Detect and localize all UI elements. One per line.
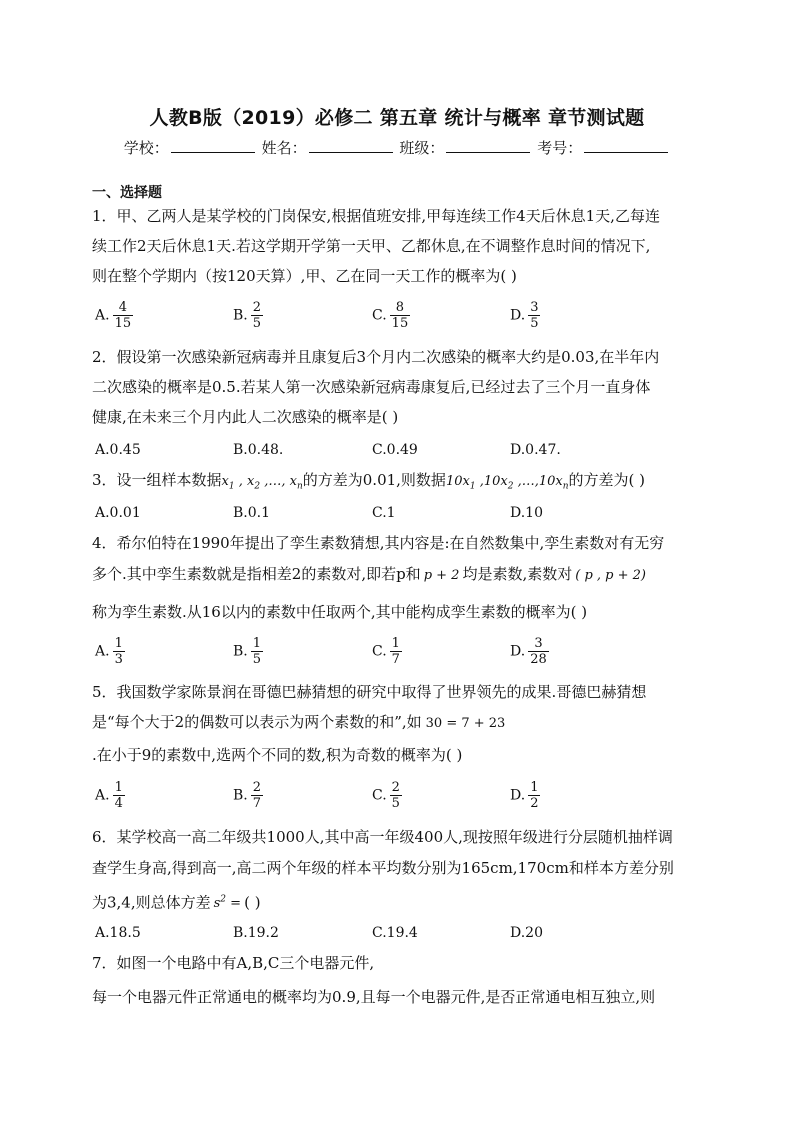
q3-option-a: A.0.01 (95, 505, 141, 521)
q3-option-b: B.0.1 (233, 505, 271, 521)
q6-line-2: 查学生身高,得到高一,高二两个年级的样本平均数分别为165cm,170cm和样本方差分别 (92, 859, 674, 877)
q6-option-a: A.18.5 (95, 925, 141, 941)
q1-line-1: 1．甲、乙两人是某学校的门岗保安,根据值班安排,甲每连续工作4天后休息1天,乙每连 (92, 207, 660, 225)
q2-option-c: C.0.49 (372, 442, 418, 458)
q2-option-d: D.0.47. (510, 442, 561, 458)
q2-line-1: 2．假设第一次感染新冠病毒并且康复后3个月内二次感染的概率大约是0.03,在半年内 (92, 348, 660, 366)
student-info-row (0, 137, 794, 158)
q1-line-3: 则在整个学期内（按120天算）,甲、乙在同一天工作的概率为( ) (92, 267, 517, 285)
q5-option-d: D. $\frac{1}{2}$ (510, 780, 539, 811)
q4-option-a: A. $\frac{1}{3}$ (95, 636, 123, 667)
q5-line-1: 5．我国数学家陈景润在哥德巴赫猜想的研究中取得了世界领先的成果.哥德巴赫猜想 (92, 683, 647, 701)
q7-line-2: 每一个电器元件正常通电的概率均为0.9,且每一个电器元件,是否正常通电相互独立,则 (92, 988, 656, 1006)
q2-line-3: 健康,在未来三个月内此人二次感染的概率是( ) (92, 408, 399, 426)
page-title: 人教B版（2019）必修二 第五章 统计与概率 章节测试题 (149, 107, 645, 129)
q3-option-d: D.10 (510, 505, 543, 521)
q4-line-1: 4．希尔伯特在1990年提出了孪生素数猜想,其内容是:在自然数集中,孪生素数对有无穷 (92, 534, 665, 552)
class-label: 班级： (399, 139, 445, 157)
q4-line-2: 多个.其中孪生素数就是指相差2的素数对,即若p和 p + 2 均是素数,素数对 ( p , p + 2) (92, 565, 646, 583)
q4-option-c: C. $\frac{1}{7}$ (372, 636, 400, 667)
exam-no-label: 考号： (537, 139, 583, 157)
q6-line-3: 为3,4,则总体方差 $s^2$ = ( ) (92, 893, 261, 912)
q3-line: 3．设一组样本数据$x_1$ , $x_2$ ,…, $x_n$的方差为0.01,则数据$10x_1$ $,10x_2$ $,\dots,10x_n$的方差为( ) (92, 471, 646, 492)
q1-option-c: C. $\frac{8}{15}$ (372, 300, 409, 331)
school-label: 学校： (123, 139, 169, 157)
q3-sample-set: $x_1$ , $x_2$ ,…, $x_n$ (221, 474, 303, 492)
q4-option-d: D. $\frac{3}{28}$ (510, 636, 547, 667)
class-blank (446, 138, 530, 153)
name-blank (309, 138, 393, 153)
q6-line-1: 6．某学校高一高二年级共1000人,其中高一年级400人,现按照年级进行分层随机抽样调 (92, 828, 673, 846)
exam-no-blank (584, 138, 668, 153)
q2-line-2: 二次感染的概率是0.5.若某人第一次感染新冠病毒康复后,已经过去了三个月一直身体 (92, 378, 651, 396)
q5-option-c: C. $\frac{2}{5}$ (372, 780, 400, 811)
name-label: 姓名： (261, 139, 307, 157)
q1-option-b: B. $\frac{2}{5}$ (233, 300, 262, 331)
q5-option-b: B. $\frac{2}{7}$ (233, 780, 262, 811)
q5-line-3: .在小于9的素数中,选两个不同的数,积为奇数的概率为( ) (92, 746, 463, 764)
q1-option-a: A. $\frac{4}{15}$ (95, 300, 132, 331)
q1-line-2: 续工作2天后休息1天.若这学期开学第一天甲、乙都休息,在不调整作息时间的情况下, (92, 237, 651, 255)
q7-line-1: 7．如图一个电路中有A,B,C三个电器元件, (92, 954, 375, 972)
q5-option-a: A. $\frac{1}{4}$ (95, 780, 123, 811)
section-heading: 一、选择题 (92, 185, 162, 201)
q3-option-c: C.1 (372, 505, 396, 521)
q6-option-b: B.19.2 (233, 925, 279, 941)
q4-option-b: B. $\frac{1}{5}$ (233, 636, 262, 667)
q2-option-a: A.0.45 (95, 442, 141, 458)
q6-option-d: D.20 (510, 925, 543, 941)
q4-line-3: 称为孪生素数.从16以内的素数中任取两个,其中能构成孪生素数的概率为( ) (92, 603, 588, 621)
q1-option-d: D. $\frac{3}{5}$ (510, 300, 539, 331)
school-blank (171, 138, 255, 153)
q6-option-c: C.19.4 (372, 925, 418, 941)
q5-line-2: 是“每个大于2的偶数可以表示为两个素数的和”,如 30 = 7 + 23 (92, 713, 506, 731)
q3-scaled-set: $10x_1$ $,10x_2$ $,\dots,10x_n$ (445, 474, 569, 492)
q2-option-b: B.0.48. (233, 442, 284, 458)
